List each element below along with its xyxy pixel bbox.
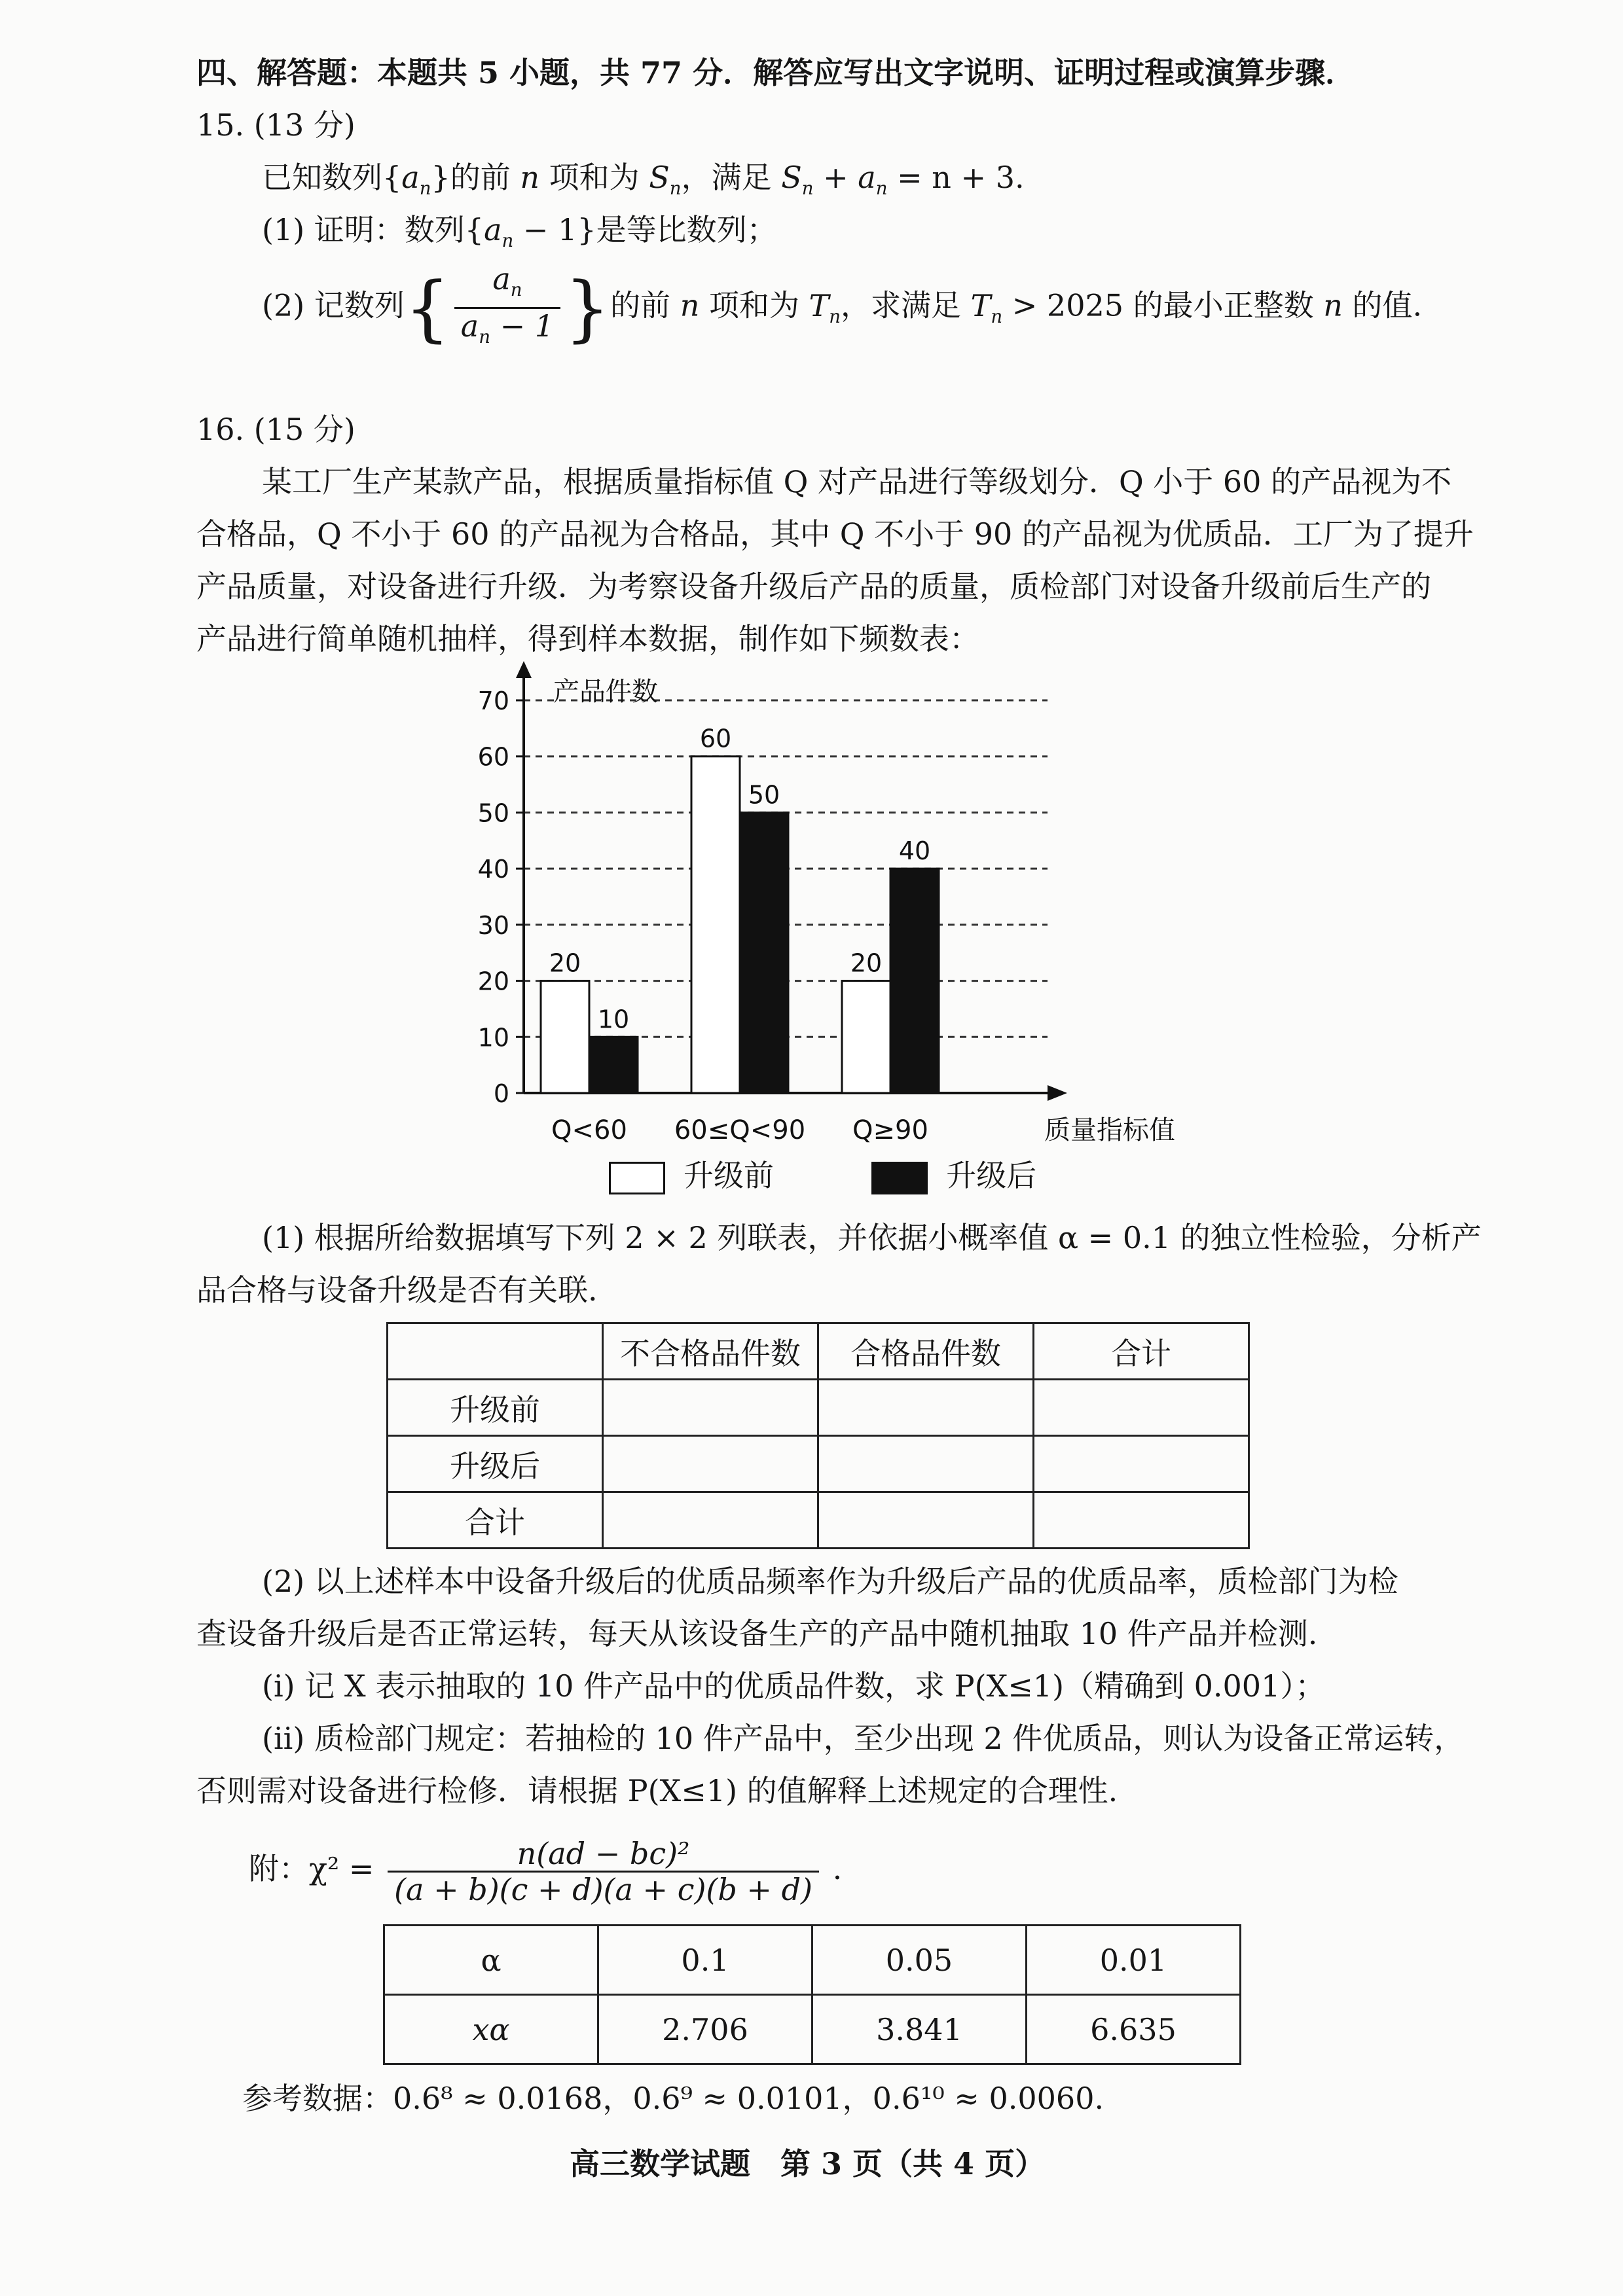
- q15-part2: (2) 记数列{ $\frac{a_n}{a_n - 1}$ }的前 n 项和为 $T_n$，求满足 $T_n > 2025$ 的最小正整数 n 的值.: [262, 261, 1423, 350]
- q16-part2-line: (2) 以上述样本中设备升级后的优质品频率作为升级后产品的优质品率，质检部门为检: [262, 1564, 1398, 1599]
- frequency-bar-chart: [458, 661, 1178, 1217]
- bar: [740, 812, 788, 1093]
- critical-value-cell: α: [384, 1926, 598, 1995]
- contingency-blank-cell: [1034, 1436, 1249, 1492]
- critical-value-table: [383, 1924, 1241, 2065]
- legend-item-before: 升级前: [609, 1158, 774, 1193]
- contingency-blank-cell: [603, 1492, 818, 1549]
- x-axis-label: 质量指标值: [1044, 1115, 1175, 1145]
- chi-square-formula: 附：χ² = $\frac{\text{n(ad − bc)²}}{(a + b)(c + d)(a + c)(b + d)}$ .: [249, 1835, 843, 1907]
- q15-number: 15. (13 分): [196, 107, 356, 143]
- contingency-blank-cell: [818, 1492, 1034, 1549]
- y-tick-label: 0: [493, 1079, 509, 1108]
- q16-para-line: 某工厂生产某款产品，根据质量指标值 Q 对产品进行等级划分．Q 小于 60 的产品视为不: [262, 464, 1452, 499]
- q15-stem: 已知数列$\{a_n\}$的前 n 项和为 $S_n$，满足 $S_n + a_n = n + 3$.: [262, 160, 1025, 200]
- critical-value-cell: 6.635: [1027, 1995, 1241, 2064]
- y-tick-label: 30: [477, 910, 509, 940]
- q16-part1-line: (1) 根据所给数据填写下列 2 × 2 列联表，并依据小概率值 α = 0.1 的独立性检验，分析产: [262, 1220, 1482, 1255]
- contingency-row-label: 升级后: [388, 1436, 603, 1492]
- bar-value-label: 20: [549, 948, 581, 978]
- y-tick-label: 10: [477, 1023, 509, 1052]
- q16-part2ii-line: 否则需对设备进行检修．请根据 P(X≤1) 的值解释上述规定的合理性.: [196, 1773, 1118, 1808]
- reference-data: 参考数据：0.6⁸ ≈ 0.0168，0.6⁹ ≈ 0.0101，0.6¹⁰ ≈ 0.0060.: [242, 2081, 1104, 2116]
- contingency-blank-cell: [603, 1380, 818, 1436]
- contingency-header-row: [388, 1323, 1249, 1380]
- legend: [609, 1155, 1036, 1196]
- bar-value-label: 20: [850, 948, 883, 978]
- q16-part1-line: 品合格与设备升级是否有关联.: [196, 1272, 598, 1308]
- critical-value-cell: 0.1: [598, 1926, 812, 1995]
- bar: [691, 757, 740, 1093]
- critical-value-row: [384, 1995, 1241, 2064]
- critical-value-cell: 0.01: [1027, 1926, 1241, 1995]
- contingency-row: [388, 1436, 1249, 1492]
- bar: [589, 1037, 638, 1093]
- bar-value-label: 40: [898, 836, 931, 866]
- section-header: 四、解答题：本题共 5 小题，共 77 分．解答应写出文字说明、证明过程或演算步骤．: [196, 55, 1356, 90]
- x-axis-arrow: [1048, 1085, 1067, 1101]
- bar: [890, 869, 939, 1093]
- contingency-blank-cell: [1034, 1492, 1249, 1549]
- contingency-row: [388, 1380, 1249, 1436]
- y-axis-arrow: [516, 661, 532, 678]
- y-tick-label: 40: [477, 855, 509, 884]
- contingency-blank-cell: [603, 1436, 818, 1492]
- contingency-row: [388, 1492, 1249, 1549]
- y-tick-label: 60: [477, 742, 509, 772]
- x-tick-label: Q≥90: [852, 1115, 928, 1145]
- y-tick-label: 50: [477, 798, 509, 828]
- bar-value-label: 50: [748, 780, 780, 810]
- q16-part2-line: 查设备升级后是否正常运转，每天从该设备生产的产品中随机抽取 10 件产品并检测.: [196, 1616, 1318, 1651]
- y-axis-label: 产品件数: [553, 677, 658, 707]
- contingency-header-cell: [388, 1323, 603, 1380]
- bar: [842, 981, 890, 1093]
- q16-number: 16. (15 分): [196, 412, 356, 447]
- y-tick-label: 20: [477, 967, 509, 996]
- q16-part2ii-line: (ii) 质检部门规定：若抽检的 10 件产品中，至少出现 2 件优质品，则认为设备正常运转，: [262, 1721, 1465, 1756]
- bar-value-label: 60: [699, 724, 732, 753]
- legend-swatch-before: [609, 1162, 665, 1194]
- q16-para-line: 合格品，Q 不小于 60 的产品视为合格品，其中 Q 不小于 90 的产品视为优质品．工厂为了提升: [196, 516, 1474, 552]
- q16-part2i: (i) 记 X 表示抽取的 10 件产品中的优质品件数，求 P(X≤1)（精确到 0.001）；: [262, 1668, 1326, 1704]
- page-footer: 高三数学试题 第 3 页（共 4 页）: [570, 2146, 1046, 2181]
- bar-value-label: 10: [597, 1005, 630, 1034]
- x-tick-label: Q<60: [551, 1115, 627, 1145]
- contingency-row-label: 升级前: [388, 1380, 603, 1436]
- critical-value-cell: 0.05: [812, 1926, 1027, 1995]
- legend-swatch-after: [871, 1162, 928, 1194]
- q16-para-line: 产品质量，对设备进行升级．为考察设备升级后产品的质量，质检部门对设备升级前后生产的: [196, 569, 1431, 604]
- bar: [541, 981, 589, 1093]
- y-tick-label: 70: [477, 687, 509, 715]
- critical-value-cell: 2.706: [598, 1995, 812, 2064]
- legend-item-after: 升级后: [871, 1158, 1036, 1193]
- contingency-table: [386, 1322, 1250, 1549]
- contingency-blank-cell: [818, 1380, 1034, 1436]
- contingency-blank-cell: [1034, 1380, 1249, 1436]
- q16-para-line: 产品进行简单随机抽样，得到样本数据，制作如下频数表：: [196, 621, 979, 656]
- contingency-header-cell: 不合格品件数: [603, 1323, 818, 1380]
- critical-value-cell: xα: [384, 1995, 598, 2064]
- q15-part1: (1) 证明：数列$\{a_n - 1\}$是等比数列；: [262, 212, 777, 252]
- x-tick-label: 60≤Q<90: [674, 1115, 806, 1145]
- contingency-row-label: 合计: [388, 1492, 603, 1549]
- contingency-header-cell: 合格品件数: [818, 1323, 1034, 1380]
- critical-value-cell: 3.841: [812, 1995, 1027, 2064]
- contingency-blank-cell: [818, 1436, 1034, 1492]
- critical-value-row: [384, 1926, 1241, 1995]
- contingency-header-cell: 合计: [1034, 1323, 1249, 1380]
